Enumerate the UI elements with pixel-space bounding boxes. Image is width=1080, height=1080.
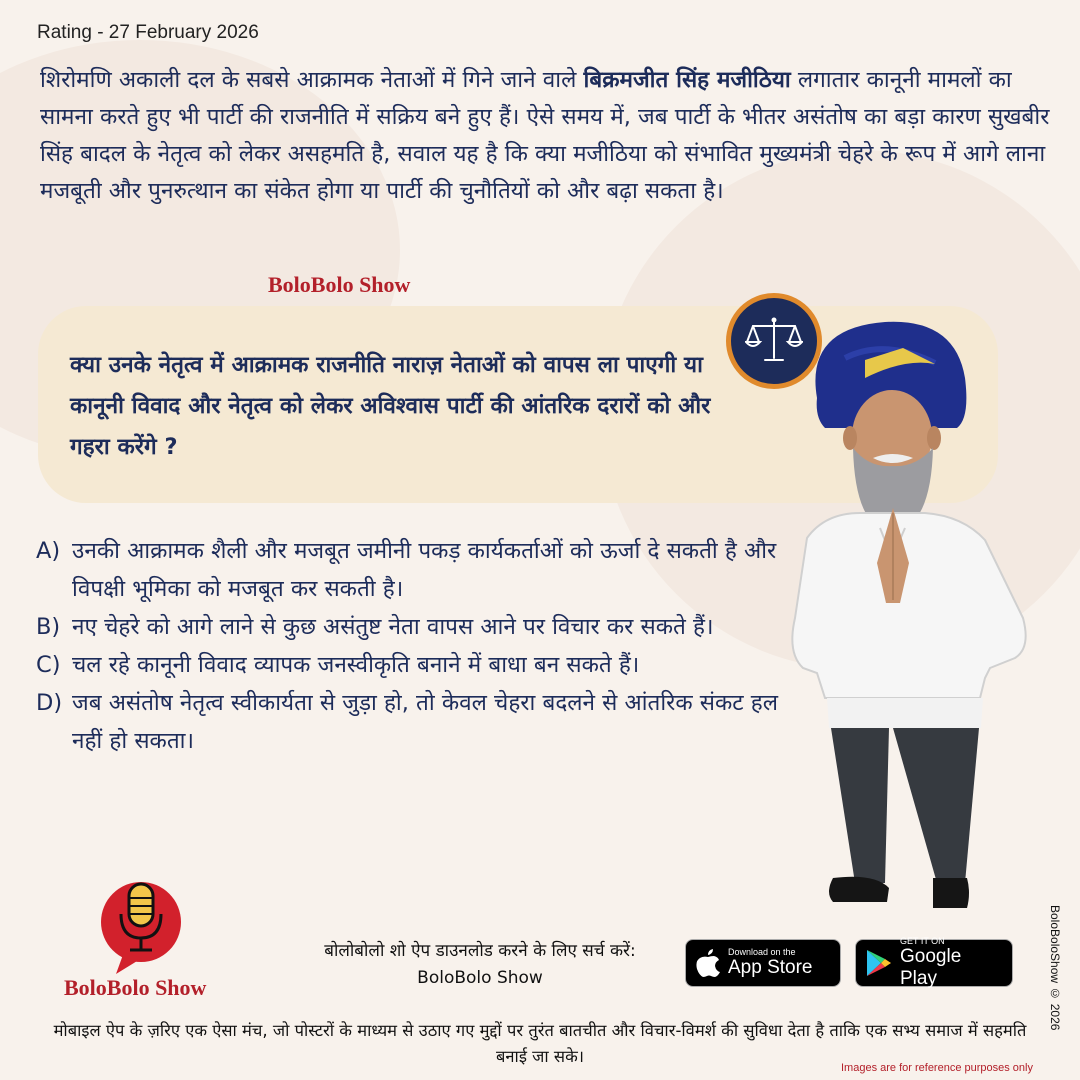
footer-text: मोबाइल ऐप के ज़रिए एक ऐसा मंच, जो पोस्टरों के माध्यम से उठाए गए मुद्दों पर तुरंत बातचीत और विचार-विमर्श की सुविधा देता है ताकि एक सभ्य समाज में सहमति बनाई जा सके। xyxy=(53,1021,1027,1066)
google-play-button[interactable] xyxy=(855,936,1013,989)
google-play-icon xyxy=(866,949,892,977)
option-text: उनकी आक्रामक शैली और मजबूत जमीनी पकड़ कार्यकर्ताओं को ऊर्जा दे सकती है और विपक्षी भूमिका को मजबूत कर सकती है। xyxy=(72,538,777,602)
option-a[interactable] xyxy=(36,532,796,608)
option-c[interactable] xyxy=(36,646,796,684)
option-d[interactable] xyxy=(36,684,796,760)
answer-options xyxy=(36,532,796,760)
download-app-name: BoloBolo Show xyxy=(417,968,543,988)
intro-text: शिरोमणि अकाली दल के सबसे आक्रामक नेताओं में गिने जाने वाले xyxy=(40,67,584,93)
disclaimer: Images are for reference purposes only xyxy=(841,1062,1033,1074)
apple-icon xyxy=(696,949,720,977)
intro-text: लगातार कानूनी मामलों का सामना करते हुए भी पार्टी की राजनीति में सक्रिय बने हुए हैं। ऐसे समय में, जब पार्टी के भीतर असंतोष का बड़ा कारण सुखबीर सिंह बादल के नेतृत्व को लेकर असहमति है, सवाल यह है कि क्या मजीठिया को संभावित मुख्यमंत्री चेहरे के रूप में आगे लाना मजबूती और पुनरुत्थान का संकेत होगा या पार्टी की चुनौतियों को और बढ़ा सकता है। xyxy=(40,67,1050,204)
download-prompt xyxy=(270,938,690,992)
rating-date: Rating - 27 February 2026 xyxy=(37,22,259,43)
option-text: जब असंतोष नेतृत्व स्वीकार्यता से जुड़ा हो, तो केवल चेहरा बदलने से आंतरिक संकट हल नहीं हो सकता। xyxy=(72,690,778,754)
intro-highlight-name: बिक्रमजीत सिंह मजीठिया xyxy=(583,67,791,93)
option-letter: B) xyxy=(36,614,61,640)
app-store-small-label: Download on the xyxy=(728,947,796,957)
poll-question: क्या उनके नेतृत्व में आक्रामक राजनीति नाराज़ नेताओं को वापस ला पाएगी या कानूनी विवाद और नेतृत्व को लेकर अविश्वास पार्टी की आंतरिक दरारों को और गहरा करेंगे ? xyxy=(70,352,711,460)
intro-paragraph xyxy=(40,62,1050,210)
option-letter: C) xyxy=(36,652,61,678)
download-prompt-text: बोलोबोलो शो ऐप डाउनलोड करने के लिए सर्च करें: xyxy=(324,941,636,961)
copyright: BoloBoloShow © 2026 xyxy=(1048,905,1062,1031)
microphone-logo-icon xyxy=(96,876,186,976)
option-text: नए चेहरे को आगे लाने से कुछ असंतुष्ट नेता वापस आने पर विचार कर सकते हैं। xyxy=(72,614,714,640)
app-store-label: App Store xyxy=(728,957,813,978)
app-store-button[interactable] xyxy=(685,939,841,987)
logo-brand-name: BoloBolo Show xyxy=(64,975,207,1000)
option-letter: D) xyxy=(36,690,63,716)
option-b[interactable] xyxy=(36,608,796,646)
option-letter: A) xyxy=(36,538,61,564)
politician-illustration xyxy=(785,318,1035,918)
option-text: चल रहे कानूनी विवाद व्यापक जनस्वीकृति बनाने में बाधा बन सकते हैं। xyxy=(72,652,640,678)
google-play-small-label: GET IT ON xyxy=(900,936,945,946)
brand-name: BoloBolo Show xyxy=(268,272,411,297)
google-play-label: Google Play xyxy=(900,946,962,989)
